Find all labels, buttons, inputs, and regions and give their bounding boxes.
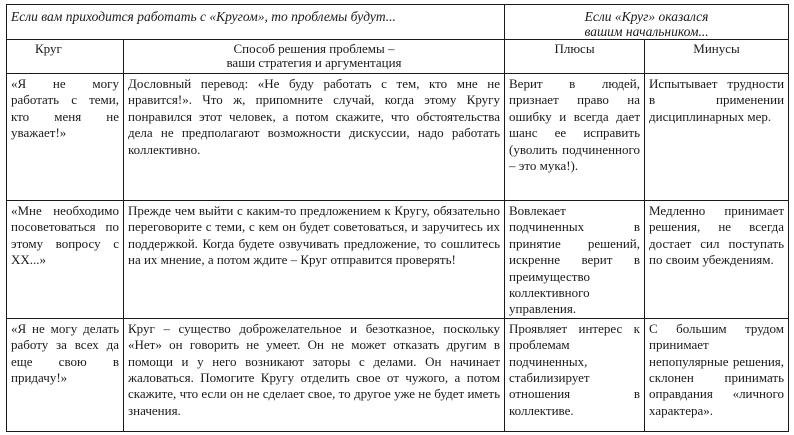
table-row	[7, 201, 789, 319]
column-header-method-line2: ваши стратегия и аргументация	[226, 55, 402, 70]
cell-minus: Медленно принимает решения, не всегда достает сил поступать по своим убеждениям.	[645, 201, 789, 319]
comparison-table	[6, 4, 789, 432]
column-header-method-line1: Способ решения проблемы –	[233, 41, 395, 56]
column-header-plus: Плюсы	[505, 40, 645, 74]
cell-problem: «Мне необходимо посоветоваться по этому вопросу с ХХ...»	[7, 201, 124, 319]
caption-problems-text: Если вам приходится работать с «Кругом», то проблемы будут...	[11, 9, 396, 24]
cell-solution: Дословный перевод: «Не буду работать с тем, кто мне не нравится!». Что ж, припомните случай, когда этому Кругу понравился этот человек, а потом скажите, что обстоятельства дела не предполагают возможности дискуссии, надо работать коллективно.	[124, 74, 505, 201]
cell-plus: Вовлекает подчиненных в принятие решений, искренне верит в преимущество коллективного управления.	[505, 201, 645, 319]
cell-plus: Верит в людей, признает право на ошибку и всегда дает шанс ее исправить (уволить подчиненного – это мука!).	[505, 74, 645, 201]
caption-boss	[505, 5, 789, 40]
column-header-minus: Минусы	[645, 40, 789, 74]
cell-problem: «Я не могу работать с теми, кто меня не уважает!»	[7, 74, 124, 201]
column-header-method	[124, 40, 505, 74]
cell-solution: Круг – существо доброжелательное и безотказное, поскольку «Нет» он говорить не умеет. Он не может отказать другим в помощи и у него возникают заторы с делами. Он начинает жаловаться. Помогите Кругу отделить свое от чужого, а потом скажите, что если он не сделает свое, то другое уже не будет иметь значения.	[124, 318, 505, 431]
table-caption-row	[7, 5, 789, 40]
caption-problems	[7, 5, 505, 40]
table-row	[7, 74, 789, 201]
caption-boss-line1: Если «Круг» оказался	[584, 9, 709, 24]
cell-minus: Испытывает трудности в применении дисциплинарных мер.	[645, 74, 789, 201]
column-header-krug: Круг	[7, 40, 124, 74]
cell-minus: С большим трудом принимает непопулярные решения, склонен принимать оправдания «личного характера».	[645, 318, 789, 431]
cell-problem: «Я не могу делать работу за всех да еще свою в придачу!»	[7, 318, 124, 431]
cell-solution: Прежде чем выйти с каким-то предложением к Кругу, обязательно переговорите с теми, с кем он будет советоваться, и заручитесь их поддержкой. Когда будете озвучивать предложение, то сошлитесь на их мнение, а потом ждите – Круг отправится проверять!	[124, 201, 505, 319]
column-header-row	[7, 40, 789, 74]
caption-boss-line2: вашим начальником...	[584, 24, 709, 39]
table-row	[7, 318, 789, 431]
cell-plus: Проявляет интерес к проблемам подчиненных, стабилизирует отношения в коллективе.	[505, 318, 645, 431]
